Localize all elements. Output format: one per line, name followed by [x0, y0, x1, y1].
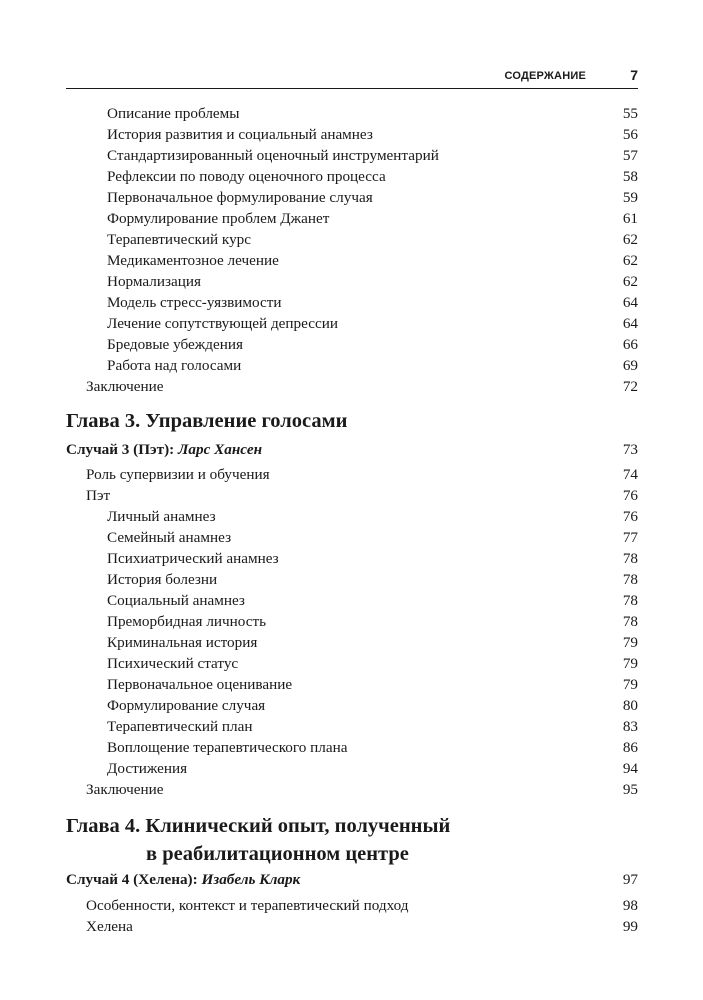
toc-entry-title: Формулирование проблем Джанет: [107, 210, 330, 227]
toc-entry-page: 83: [622, 718, 638, 735]
toc-entry-title: Терапевтический план: [107, 718, 253, 735]
toc-entry-page: 78: [622, 571, 638, 588]
case-entry: [66, 440, 638, 460]
chapter-heading: Глава 4. Клинический опыт, полученный: [66, 815, 451, 837]
toc-entry-page: 74: [622, 466, 638, 483]
toc-entry: [66, 335, 638, 355]
toc-entry-page: 55: [622, 105, 638, 122]
toc-entry-page: 72: [622, 378, 638, 395]
toc-entry-title: Первоначальное оценивание: [107, 676, 293, 693]
toc-entry-title: История развития и социальный анамнез: [107, 126, 373, 143]
toc-entry-title: Преморбидная личность: [107, 613, 267, 630]
toc-entry-title: Первоначальное формулирование случая: [107, 189, 373, 206]
toc-entry-page: 78: [622, 550, 638, 567]
toc-entry-title: Хелена: [86, 918, 133, 935]
running-header-title: СОДЕРЖАНИЕ: [504, 70, 586, 82]
toc-entry: [66, 146, 638, 166]
toc-entry-title: Медикаментозное лечение: [107, 252, 279, 269]
toc-entry: [66, 272, 638, 292]
case-label: Случай 4 (Хелена):: [66, 871, 198, 888]
toc-entry: [66, 696, 638, 716]
toc-entry-title: Рефлексии по поводу оценочного процесса: [107, 168, 386, 185]
toc-entry: [66, 917, 638, 937]
toc-entry: [66, 591, 638, 611]
toc-entry-page: 77: [622, 529, 638, 546]
toc-entry: [66, 486, 638, 506]
toc-entry-page: 56: [622, 126, 638, 143]
toc-entry-page: 79: [622, 676, 638, 693]
chapter-heading-continued: в реабилитационном центре: [146, 843, 409, 865]
toc-entry-title: Заключение: [86, 378, 164, 395]
toc-entry-title: Воплощение терапевтического плана: [107, 739, 348, 756]
toc-entry-page: 64: [622, 294, 638, 311]
toc-entry-page: 79: [622, 655, 638, 672]
toc-entry: [66, 188, 638, 208]
toc-entry: [66, 230, 638, 250]
toc-entry-title: Модель стресс-уязвимости: [107, 294, 282, 311]
chapter-heading: Глава 3. Управление голосами: [66, 410, 348, 432]
toc-entry: [66, 356, 638, 376]
toc-entry-title: Личный анамнез: [107, 508, 216, 525]
toc-entry-title: Описание проблемы: [107, 105, 240, 122]
toc-entry-page: 95: [622, 781, 638, 798]
toc-entry-title: История болезни: [107, 571, 218, 588]
toc-entry-page: 62: [622, 273, 638, 290]
toc-entry-title: Достижения: [107, 760, 188, 777]
case-entry: [66, 870, 638, 890]
toc-entry: [66, 251, 638, 271]
toc-entry-title: Социальный анамнез: [107, 592, 245, 609]
toc-entry-title: Роль супервизии и обучения: [86, 466, 270, 483]
toc-entry-title: Нормализация: [107, 273, 201, 290]
case-label: Случай 3 (Пэт):: [66, 441, 175, 458]
toc-entry: [66, 717, 638, 737]
toc-entry: [66, 612, 638, 632]
toc-entry-page: 59: [622, 189, 638, 206]
toc-entry-page: 64: [622, 315, 638, 332]
toc-entry-page: 86: [622, 739, 638, 756]
toc-entry-page: 57: [622, 147, 638, 164]
toc-entry-title: Лечение сопутствующей депрессии: [107, 315, 338, 332]
toc-entry-title: Психический статус: [107, 655, 239, 672]
toc-entry-page: 62: [622, 231, 638, 248]
toc-entry: [66, 507, 638, 527]
toc-entry-page: 73: [622, 441, 638, 458]
toc-entry-title: Особенности, контекст и терапевтический подход: [86, 897, 409, 914]
toc-entry: [66, 465, 638, 485]
toc-entry-page: 79: [622, 634, 638, 651]
toc-entry-page: 99: [622, 918, 638, 935]
toc-entry: [66, 654, 638, 674]
running-header: [66, 68, 638, 89]
toc-entry-title: Бредовые убеждения: [107, 336, 243, 353]
toc-entry: [66, 896, 638, 916]
toc-entry: [66, 104, 638, 124]
toc-entry: [66, 293, 638, 313]
toc-entry: [66, 633, 638, 653]
toc-entry: [66, 738, 638, 758]
toc-entry-title: Стандартизированный оценочный инструментарий: [107, 147, 439, 164]
toc-entry-title: Заключение: [86, 781, 164, 798]
toc-entry-page: 69: [622, 357, 638, 374]
toc-entry-title: Пэт: [86, 487, 111, 504]
page-number: 7: [630, 67, 638, 83]
toc-entry-title: Терапевтический курс: [107, 231, 252, 248]
toc-entry-title: Криминальная история: [107, 634, 258, 651]
case-title: [66, 440, 262, 460]
toc-entry-page: 94: [622, 760, 638, 777]
toc-entry-title: Формулирование случая: [107, 697, 266, 714]
toc-entry: [66, 759, 638, 779]
toc-entry-title: Семейный анамнез: [107, 529, 232, 546]
toc-entry: [66, 167, 638, 187]
toc-entry: [66, 528, 638, 548]
toc-entry-conclusion: [66, 780, 638, 800]
toc-entry: [66, 549, 638, 569]
case-author: Изабель Кларк: [201, 871, 301, 888]
toc-entry-page: 80: [622, 697, 638, 714]
case-author: Ларс Хансен: [178, 441, 263, 458]
toc-entry-page: 98: [622, 897, 638, 914]
toc-entry: [66, 314, 638, 334]
toc-entry-page: 76: [622, 487, 638, 504]
toc-entry: [66, 209, 638, 229]
toc-entry-page: 62: [622, 252, 638, 269]
toc-entry: [66, 570, 638, 590]
toc-entry: [66, 675, 638, 695]
toc-entry-page: 76: [622, 508, 638, 525]
toc-entry-page: 78: [622, 592, 638, 609]
toc-entry-page: 78: [622, 613, 638, 630]
case-title: [66, 870, 300, 890]
toc-entry: [66, 125, 638, 145]
toc-entry-title: Психиатрический анамнез: [107, 550, 279, 567]
toc-entry-page: 61: [622, 210, 638, 227]
toc-entry-page: 97: [622, 871, 638, 888]
toc-entry-title: Работа над голосами: [107, 357, 242, 374]
toc-entry-page: 58: [622, 168, 638, 185]
toc-entry-page: 66: [622, 336, 638, 353]
toc-entry-conclusion: [66, 377, 638, 397]
